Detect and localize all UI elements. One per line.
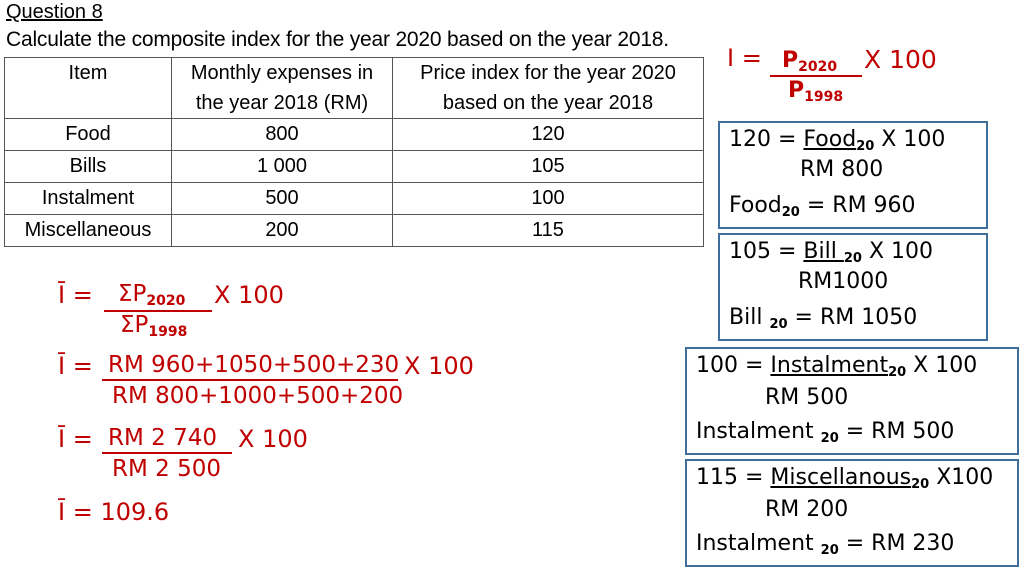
box-denominator: RM1000 [798,269,889,294]
formula-lhs: I = [727,44,762,72]
step2-denominator: RM 800+1000+500+200 [112,383,404,409]
cell-expense: 200 [172,215,393,247]
step3-denominator: RM 2 500 [112,456,221,482]
cell-item: Food [5,119,172,151]
formula-numerator: $P_{2020}$ [782,48,838,75]
step2-lhs: Ī = [58,352,93,380]
cell-item: Instalment [5,183,172,215]
index-formula [727,44,762,72]
cell-index: 120 [393,119,704,151]
step2-numerator: RM 960+1050+500+230 [108,352,400,378]
step3-lhs: Ī = [58,425,93,453]
instalment-calculation-box [685,347,1019,455]
header-expenses: Monthly expenses in the year 2018 (RM) [172,58,393,119]
box-equation: 100 = Instalment$_{20}$ X 100 [696,353,978,380]
formula-multiplier: X 100 [864,45,937,74]
step3-numerator: RM 2 740 [108,425,217,451]
table-header-row [5,58,704,119]
cell-expense: 800 [172,119,393,151]
cell-expense: 500 [172,183,393,215]
box-equation: 115 = Miscellanous$_{20}$ X100 [696,465,994,492]
table-row [5,215,704,247]
food-calculation-box [718,121,988,229]
composite-index-result: Ī = 109.6 [58,498,170,526]
step2-multiplier: X 100 [404,352,474,380]
table-row [5,119,704,151]
box-result: Bill $_{20}$ = RM 1050 [729,305,918,332]
box-result: Food$_{20}$ = RM 960 [729,193,916,220]
cell-item: Bills [5,151,172,183]
box-result: Instalment $_{20}$ = RM 230 [696,531,955,558]
box-equation: 105 = Bill $_{20}$ X 100 [729,239,934,266]
cell-index: 115 [393,215,704,247]
step1-lhs: Ī = [58,281,93,309]
cell-item: Miscellaneous [5,215,172,247]
header-price-index: Price index for the year 2020 based on the year 2018 [393,58,704,119]
miscellaneous-calculation-box [685,459,1019,567]
box-equation: 120 = Food$_{20}$ X 100 [729,127,946,154]
cell-index: 100 [393,183,704,215]
box-denominator: RM 200 [765,497,849,522]
formula-fraction-bar [770,75,862,77]
cell-index: 105 [393,151,704,183]
table-row [5,183,704,215]
step1-numerator: $\Sigma P_{2020}$ [118,281,186,309]
question-title: Question 8 [6,1,103,23]
table-row [5,151,704,183]
step2-fraction-bar [102,379,398,381]
step3-multiplier: X 100 [238,425,308,453]
box-denominator: RM 500 [765,385,849,410]
formula-denominator: $P_{1998}$ [788,78,844,105]
step1-multiplier: X 100 [214,281,284,309]
header-item: Item [5,58,172,119]
box-denominator: RM 800 [800,157,884,182]
question-prompt: Calculate the composite index for the year 2020 based on the year 2018. [6,28,669,51]
step3-fraction-bar [102,452,232,454]
expenses-table [4,57,704,247]
box-result: Instalment $_{20}$ = RM 500 [696,419,955,446]
step1-denominator: $\Sigma P_{1998}$ [120,312,188,340]
cell-expense: 1 000 [172,151,393,183]
bills-calculation-box [718,233,988,341]
